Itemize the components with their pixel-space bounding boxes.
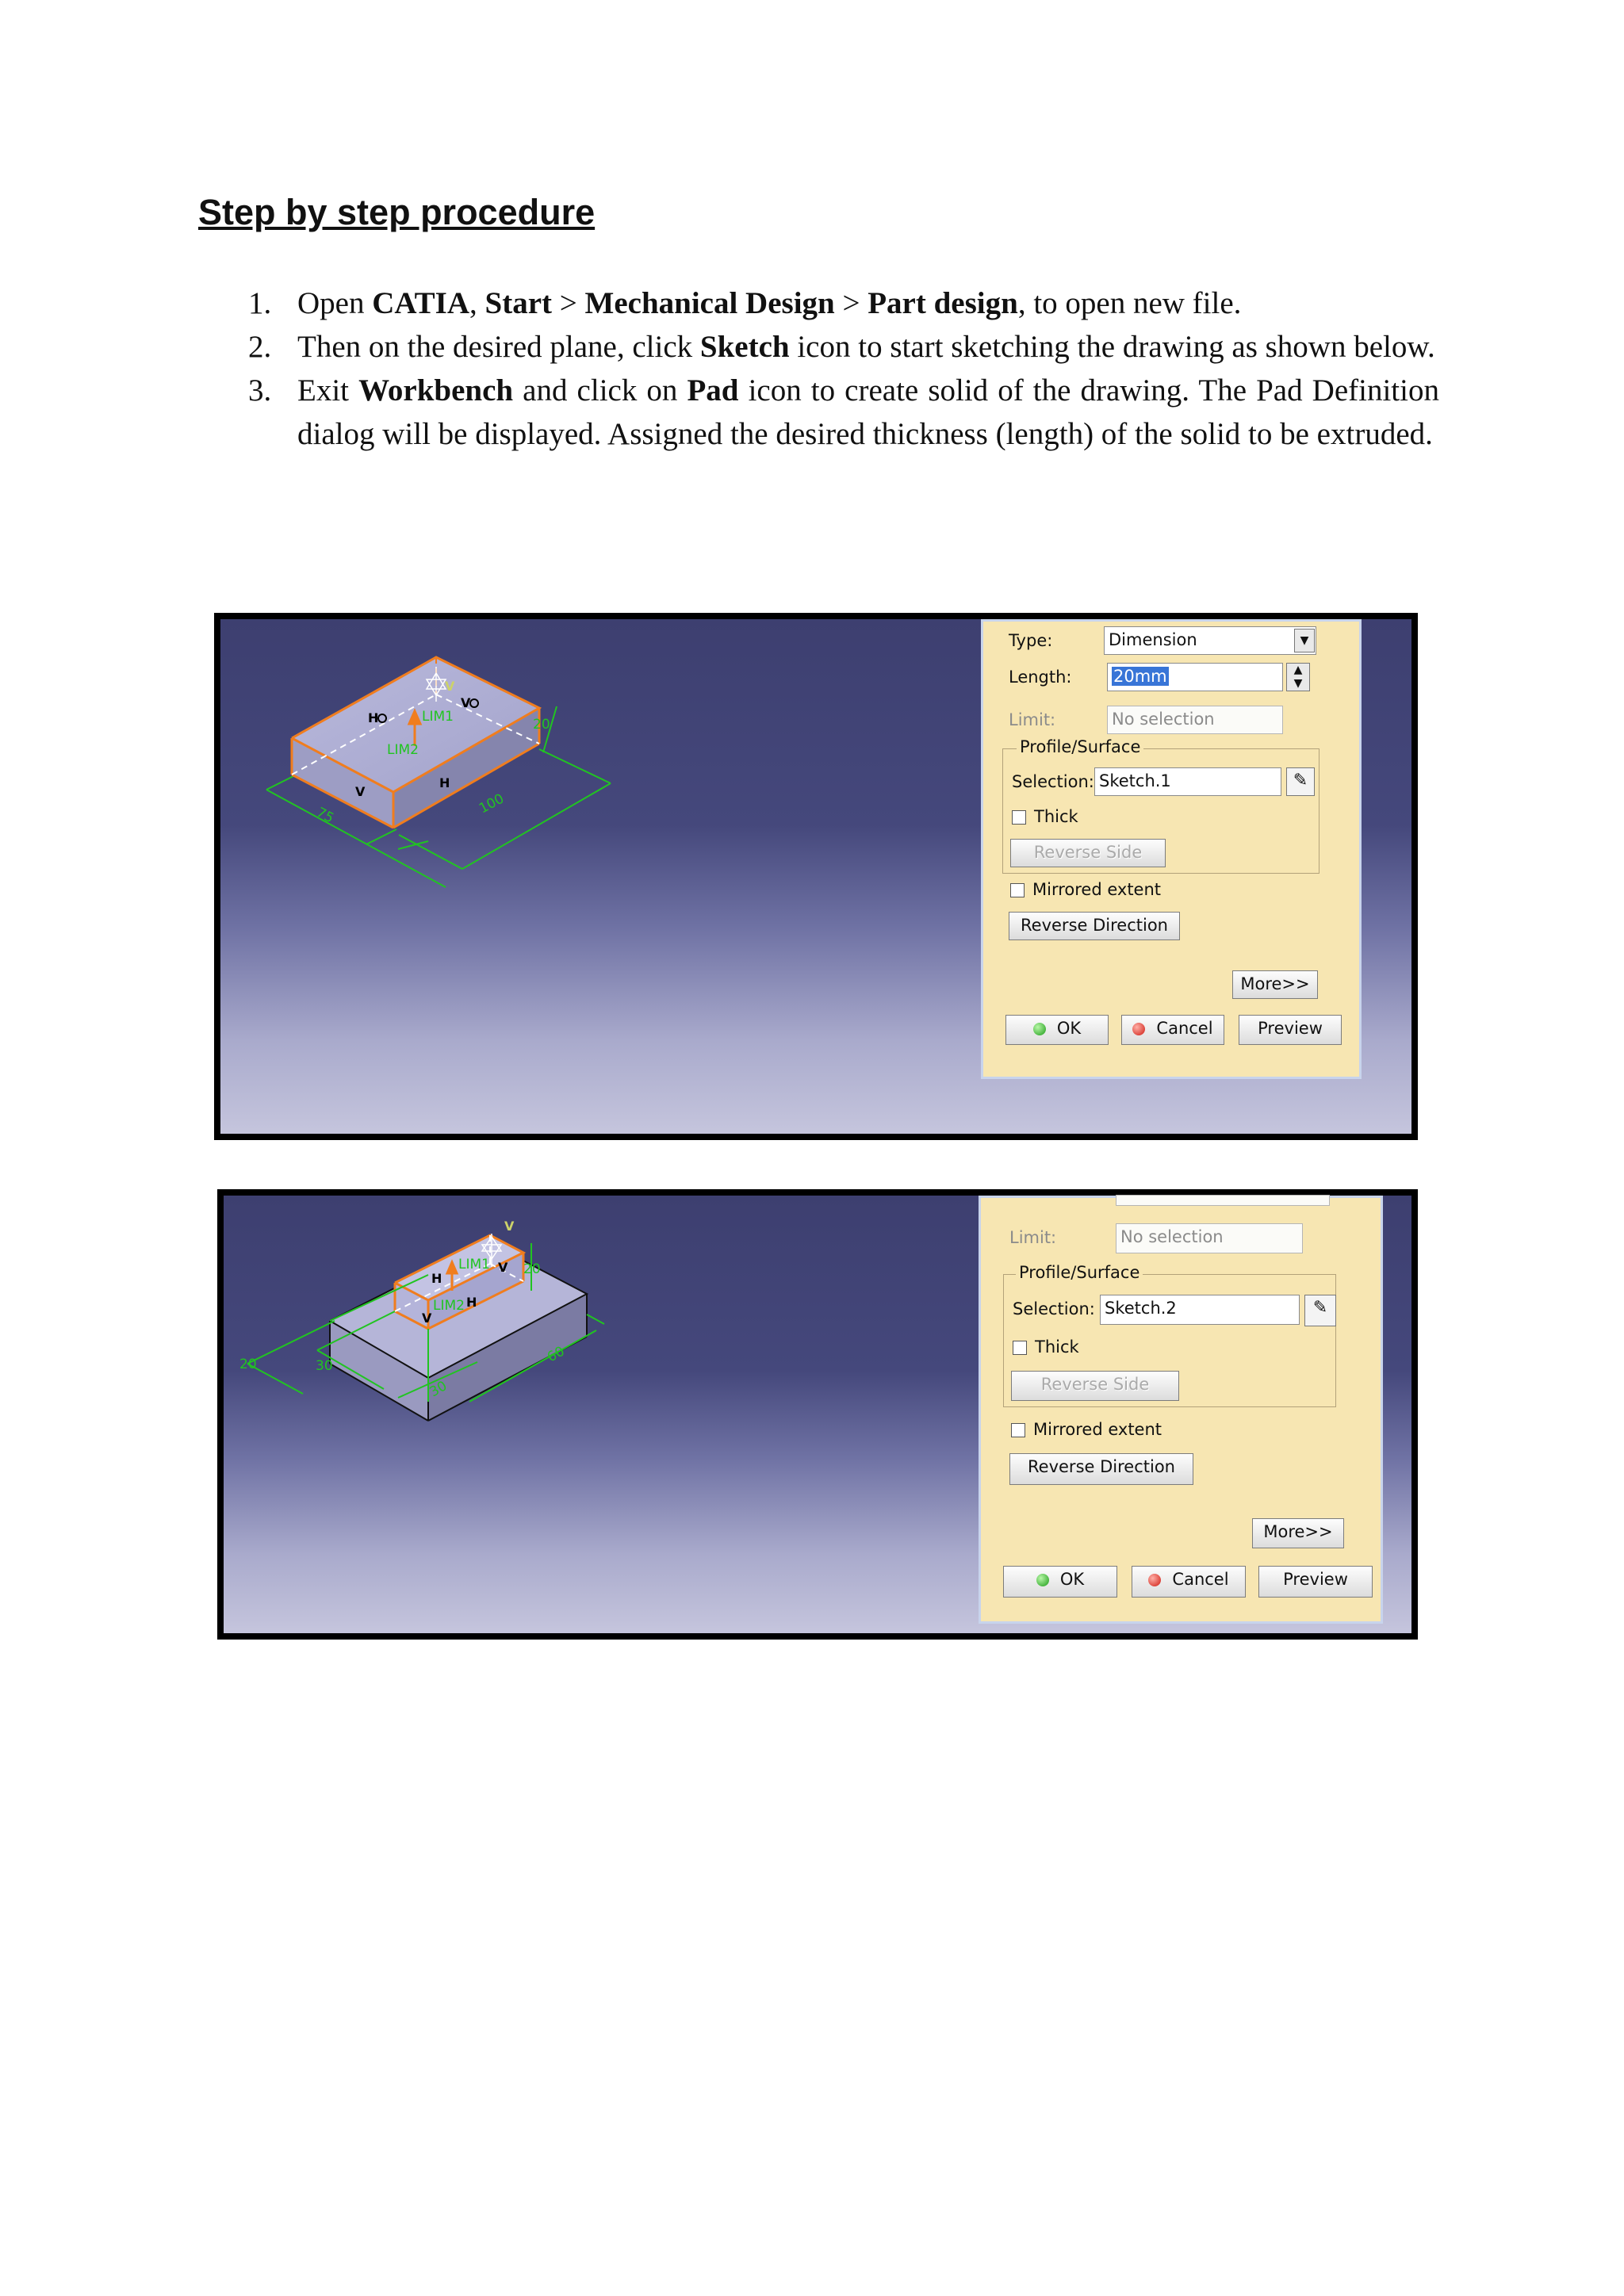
label-dim-height: 20 [523, 1261, 541, 1277]
label-dim-left: 20 [239, 1357, 257, 1372]
ok-green-icon [1033, 1023, 1046, 1035]
text-segment: Then on the desired plane, click [297, 330, 700, 364]
step-item [238, 325, 1439, 369]
steps-list [238, 281, 1439, 456]
step-number: 1. [248, 286, 272, 320]
sketcher-icon[interactable]: ✎ [1286, 767, 1315, 796]
mirrored-extent-checkbox[interactable] [1010, 883, 1025, 897]
mirrored-extent-label: Mirrored extent [1032, 880, 1162, 899]
limit-input[interactable]: No selection [1116, 1223, 1303, 1253]
thick-label: Thick [1035, 1337, 1079, 1357]
cancel-button[interactable] [1132, 1566, 1246, 1598]
ok-button[interactable] [1003, 1566, 1117, 1598]
constraint-v: V [504, 1219, 515, 1234]
label-lim2: LIM2 [433, 1298, 465, 1314]
preview-button[interactable]: Preview [1239, 1015, 1342, 1045]
selection-label: Selection: [1012, 772, 1094, 791]
text-segment: > [834, 286, 868, 320]
cancel-button[interactable] [1121, 1015, 1224, 1045]
constraint-h: H [466, 1295, 477, 1310]
label-dim-width: 75 [313, 804, 337, 827]
ok-green-icon [1036, 1574, 1049, 1586]
pad-definition-dialog [979, 1196, 1383, 1624]
label-lim1: LIM1 [458, 1257, 490, 1272]
mirrored-extent-label: Mirrored extent [1033, 1420, 1162, 1439]
spinner-arrows-icon[interactable]: ▲ ▼ [1286, 663, 1310, 691]
catia-screenshot-pad-2 [217, 1189, 1418, 1640]
label-dim-30a: 30 [316, 1358, 333, 1374]
label-dim-length: 100 [476, 790, 508, 817]
limit-label: Limit: [1009, 710, 1056, 729]
type-select[interactable]: Dimension [1104, 626, 1316, 655]
reverse-side-button[interactable]: Reverse Side [1010, 839, 1166, 867]
constraint-v: V [445, 679, 455, 694]
cancel-label: Cancel [1156, 1019, 1213, 1038]
selection-input[interactable]: Sketch.2 [1100, 1295, 1300, 1325]
catia-screenshot-pad-1 [214, 613, 1418, 1140]
ok-label: OK [1056, 1019, 1082, 1038]
text-segment: icon to start sketching the drawing as shown below. [789, 330, 1435, 364]
bold-term: Sketch [699, 330, 790, 364]
constraint-v: V [422, 1311, 432, 1326]
label-lim1: LIM1 [422, 709, 454, 725]
constraint-v: V [498, 1260, 508, 1275]
bold-term: Start [485, 286, 553, 320]
bold-term: Workbench [358, 373, 514, 408]
type-label: Type: [1009, 631, 1053, 650]
step-text [297, 330, 1435, 364]
reverse-direction-button[interactable]: Reverse Direction [1009, 912, 1180, 940]
thick-checkbox[interactable] [1013, 1341, 1027, 1355]
constraint-v: V [461, 695, 471, 710]
chevron-down-icon[interactable]: ▼ [1294, 629, 1315, 652]
label-dim-60: 60 [544, 1343, 568, 1366]
sketcher-icon[interactable]: ✎ [1304, 1295, 1336, 1326]
length-value: 20mm [1113, 667, 1167, 686]
selection-label: Selection: [1013, 1299, 1095, 1318]
constraint-h: H [439, 775, 450, 790]
bold-term: Pad [687, 373, 739, 408]
constraint-h: H [431, 1271, 442, 1286]
bold-term: Part design [868, 286, 1018, 320]
text-segment: icon to create solid of the drawing. The Pad Definition dialog will be displayed. Assigned the desired thickness (length) of the solid to be extruded. [297, 373, 1439, 451]
label-dim-30b: 30 [427, 1378, 450, 1401]
step-number: 2. [248, 330, 272, 364]
more-button[interactable]: More>> [1232, 970, 1318, 999]
limit-label: Limit: [1009, 1228, 1057, 1247]
ok-label: OK [1059, 1570, 1085, 1589]
text-segment: , [469, 286, 485, 320]
text-segment: and click on [513, 373, 688, 408]
bold-term: Mechanical Design [584, 286, 835, 320]
cancel-label: Cancel [1172, 1570, 1229, 1589]
label-dim-height: 20 [533, 717, 550, 733]
profile-surface-title: Profile/Surface [1017, 737, 1143, 756]
text-segment: , to open new file. [1017, 286, 1242, 320]
pad-definition-dialog [981, 619, 1362, 1079]
page-heading: Step by step procedure [198, 192, 596, 232]
text-segment: > [552, 286, 585, 320]
selection-input[interactable]: Sketch.1 [1094, 767, 1281, 796]
length-label: Length: [1009, 668, 1072, 687]
text-segment: Open [297, 286, 373, 320]
profile-surface-title: Profile/Surface [1016, 1263, 1143, 1282]
constraint-v: V [355, 784, 366, 799]
length-input[interactable] [1107, 663, 1283, 691]
more-button[interactable]: More>> [1252, 1518, 1344, 1548]
bold-term: CATIA [372, 286, 470, 320]
step-text [297, 286, 1241, 320]
limit-input[interactable]: No selection [1107, 706, 1283, 734]
ok-button[interactable] [1005, 1015, 1109, 1045]
thick-checkbox[interactable] [1012, 810, 1026, 825]
reverse-side-button[interactable]: Reverse Side [1011, 1371, 1179, 1401]
label-lim2: LIM2 [387, 742, 419, 758]
length-input-clipped[interactable] [1116, 1195, 1330, 1206]
mirrored-extent-checkbox[interactable] [1011, 1423, 1025, 1437]
preview-button[interactable]: Preview [1258, 1566, 1373, 1598]
thick-label: Thick [1034, 807, 1078, 826]
step-item [238, 369, 1439, 456]
step-text [297, 373, 1439, 451]
reverse-direction-button[interactable]: Reverse Direction [1009, 1453, 1193, 1485]
step-number: 3. [248, 373, 272, 408]
constraint-h: H [368, 710, 379, 725]
step-item [238, 281, 1439, 325]
text-segment: Exit [297, 373, 359, 408]
cancel-red-icon [1148, 1574, 1161, 1586]
cancel-red-icon [1132, 1023, 1145, 1035]
